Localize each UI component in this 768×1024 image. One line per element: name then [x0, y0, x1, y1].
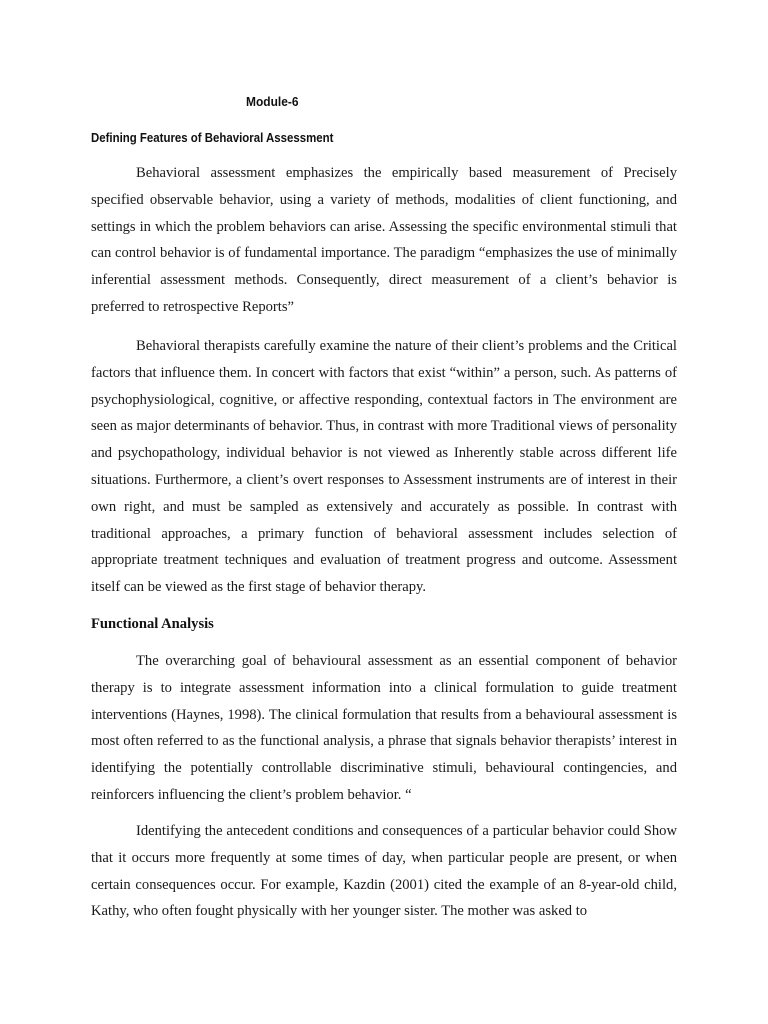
- paragraph-antecedent-conditions: Identifying the antecedent conditions and consequences of a particular behavior could Show that it occurs more frequently at some times of day, when particular people are present, or when certain consequences occur. For example, Kazdin (2001) cited the example of an 8-year-old child, Kathy, who often fought physically with her younger sister. The mother was asked to: [91, 823, 677, 920]
- module-title: Module-6: [246, 94, 299, 109]
- paragraph-behavioral-assessment-definition: Behavioral assessment emphasizes the empirically based measurement of Precisely specified observable behavior, using a variety of methods, modalities of client functioning, and settings in which the problem behaviors can arise. Assessing the specific environmental stimuli that can control behavior is of fundamental importance. The paradigm “emphasizes the use of minimally inferential assessment methods. Consequently, direct measurement of a client’s behavior is preferred to retrospective Reports”: [91, 165, 677, 315]
- section-heading-functional-analysis: Functional Analysis: [91, 616, 214, 632]
- paragraph-behavioral-therapists: Behavioral therapists carefully examine the nature of their client’s problems and the Critical factors that influence them. In concert with factors that exist “within” a person, such. As patterns of psychophysiological, cognitive, or affective responding, contextual factors in The environment are seen as major determinants of behavior. Thus, in contrast with more Traditional views of personality and psychopathology, individual behavior is not viewed as Inherently stable across different life situations. Furthermore, a client’s overt responses to Assessment instruments are of interest in their own right, and must be sampled as extensively and accurately as possible. In contrast with traditional approaches, a primary function of behavioral assessment includes selection of appropriate treatment techniques and evaluation of treatment progress and outcome. Assessment itself can be viewed as the first stage of behavior therapy.: [91, 338, 677, 596]
- paragraph-overarching-goal: The overarching goal of behavioural assessment as an essential component of behavior therapy is to integrate assessment information into a clinical formulation to guide treatment interventions (Haynes, 1998). The clinical formulation that results from a behavioural assessment is most often referred to as the functional analysis, a phrase that signals behavior therapists’ interest in identifying the potentially controllable discriminative stimuli, behavioural contingencies, and reinforcers influencing the client’s problem behavior. “: [91, 653, 677, 803]
- document-subtitle: Defining Features of Behavioral Assessment: [91, 130, 334, 145]
